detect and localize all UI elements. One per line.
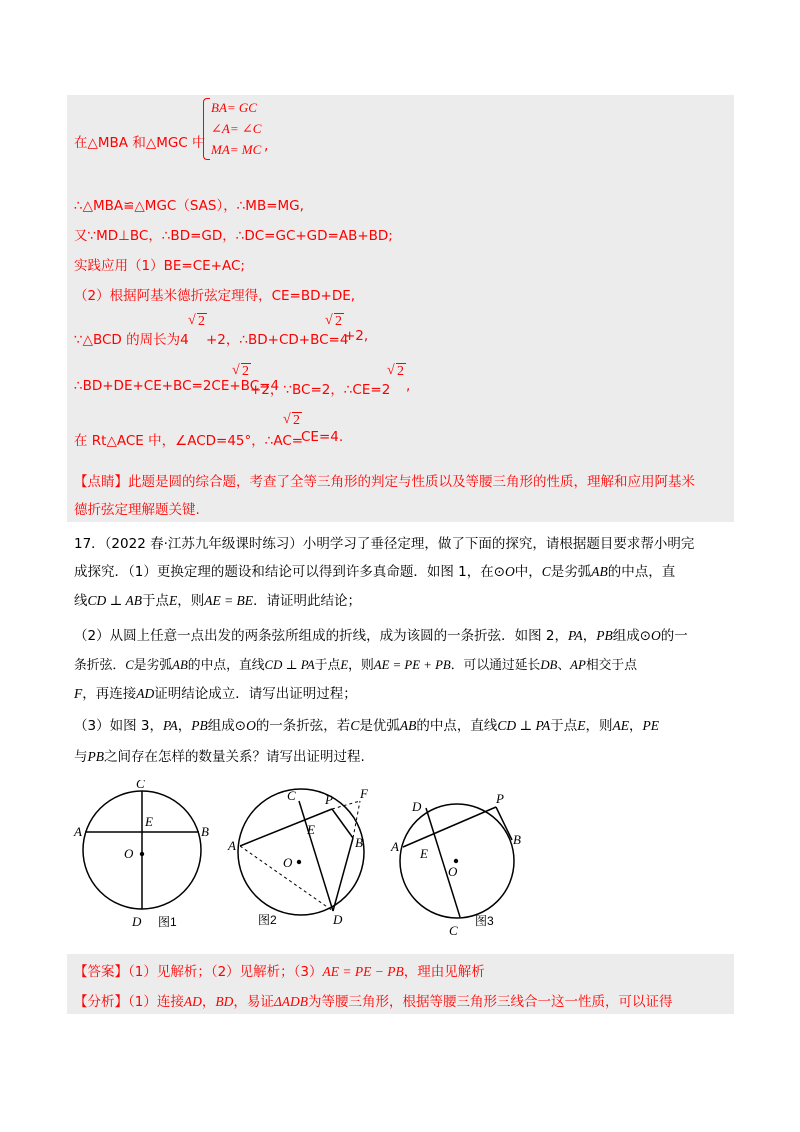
q-l6b: ，再连接 bbox=[82, 686, 137, 702]
analysis-v2: BD bbox=[215, 994, 234, 1009]
q-l7j: AB bbox=[399, 718, 417, 733]
fig3-label-b: B bbox=[513, 832, 521, 847]
q-l2e: 是劣弧 bbox=[550, 564, 592, 580]
sqrt-symbol-2: √ 2 bbox=[325, 313, 342, 329]
fig3-label-e: E bbox=[420, 846, 428, 861]
analysis-tag: 【分析】 bbox=[74, 994, 128, 1010]
q-l4b: PA bbox=[567, 628, 583, 643]
q-l3d: E bbox=[168, 593, 178, 608]
q-l7f: O bbox=[246, 718, 256, 733]
answer-text-b: ，理由见解析 bbox=[403, 964, 485, 980]
q-l5b: C bbox=[125, 658, 134, 672]
solution-line-7b: CE=4. bbox=[301, 429, 344, 445]
fig3-caption: 图3 bbox=[475, 914, 494, 928]
q-l2d: C bbox=[541, 564, 551, 579]
q-l7k: 的中点，直线 bbox=[416, 718, 498, 734]
fig3-chord-pb bbox=[496, 807, 512, 840]
fig1-label-c: C bbox=[136, 780, 145, 791]
answer-formula: AE = PE − PB bbox=[322, 964, 404, 979]
sqrt-symbol-4: √ 2 bbox=[387, 363, 404, 379]
q-l5g: 于点 bbox=[314, 658, 341, 673]
q-l3c: 于点 bbox=[141, 593, 169, 609]
brace-intro: 在△MBA 和△MGC 中 bbox=[74, 135, 206, 151]
dianjing-line-2: 德折弦定理解题关键. bbox=[74, 502, 200, 518]
question-line-2 bbox=[74, 562, 675, 582]
fig3-label-d: D bbox=[412, 799, 422, 814]
q-l3a: 线 bbox=[74, 593, 88, 609]
q-l7d: PB bbox=[191, 718, 208, 733]
q-l4c: ， bbox=[582, 628, 597, 644]
q-l5o: 相交于点 bbox=[585, 658, 637, 673]
fig2-label-a: A bbox=[228, 838, 236, 853]
fig2-chord-pa bbox=[240, 809, 332, 846]
q-l8b: PB bbox=[87, 749, 104, 764]
q-l7i: 是优弧 bbox=[359, 718, 400, 734]
sqrt-radicand-5: 2 bbox=[293, 413, 300, 428]
fig2-line-cd bbox=[299, 801, 333, 911]
fig1-label-b: B bbox=[201, 824, 209, 839]
q-l8a: 与 bbox=[74, 749, 88, 765]
solution-line-2: 又∵MD⊥BC，∴BD=GD，∴DC=GC+GD=AB+BD; bbox=[74, 228, 393, 244]
question-line-8 bbox=[74, 747, 365, 767]
q-l7o: ，则 bbox=[585, 718, 613, 734]
q-l7l: CD ⊥ PA bbox=[497, 718, 551, 733]
fig2-label-o: O bbox=[283, 855, 293, 870]
fig3-label-p: P bbox=[496, 791, 504, 806]
q-l3b: CD ⊥ AB bbox=[87, 593, 142, 608]
question-line-1: 17．（2022 春·江苏九年级课时练习）小明学习了垂径定理，做了下面的探究，请根据题目要求帮小明完 bbox=[74, 536, 695, 552]
dianjing-text-1: 此题是圆的综合题，考查了全等三角形的判定与性质以及等腰三角形的性质，理解和应用阿基米 bbox=[128, 474, 695, 490]
fig2-label-e: E bbox=[307, 822, 315, 837]
q-l3f: AE = BE bbox=[204, 593, 254, 608]
brace-comma: , bbox=[264, 138, 269, 154]
q-l8c: 之间存在怎样的数量关系？请写出证明过程. bbox=[104, 749, 365, 765]
q-l2g: 的中点，直 bbox=[607, 564, 676, 580]
fig2-caption: 图2 bbox=[258, 913, 277, 927]
q-l7c: ， bbox=[177, 718, 192, 734]
solution-shade bbox=[67, 95, 734, 522]
solution-line-5a: ∵△BCD 的周长为4 bbox=[74, 332, 189, 348]
geometry-figures bbox=[0, 780, 800, 980]
q-l5e: 的中点，直线 bbox=[187, 658, 265, 673]
fig2-ext-db bbox=[353, 801, 360, 838]
analysis-text-b: ，易证 bbox=[233, 994, 274, 1010]
answer-text-a: （1）见解析；（2）见解析；（3） bbox=[128, 964, 323, 980]
sqrt-radicand-3: 2 bbox=[242, 364, 249, 379]
fig1-center-dot bbox=[140, 852, 144, 856]
analysis-sep: ， bbox=[201, 994, 216, 1010]
fig3-label-o: O bbox=[448, 864, 458, 879]
solution-line-5b: +2，∴BD+CD+BC=4 bbox=[206, 332, 349, 348]
q-l7q: ， bbox=[629, 718, 643, 734]
answer-line bbox=[74, 960, 485, 980]
q-l2a: 成探究．（1）更换定理的题设和结论可以得到许多真命题．如图 1，在⊙ bbox=[74, 564, 506, 580]
sqrt-symbol-3: √ 2 bbox=[232, 363, 249, 379]
q-l4a: （2）从圆上任意一点出发的两条弦所组成的折线，成为该圆的一条折弦．如图 2， bbox=[74, 628, 568, 644]
question-line-4 bbox=[74, 626, 688, 646]
brace-line-1: BA= GC bbox=[211, 100, 257, 115]
question-line-6 bbox=[74, 684, 357, 704]
sqrt-symbol-5: √ 2 bbox=[283, 412, 300, 428]
q-l2b: O bbox=[505, 564, 515, 579]
fig2-label-b: B bbox=[355, 835, 363, 850]
q-l5n: AP bbox=[570, 658, 586, 672]
dianjing-tag: 【点睛】 bbox=[74, 474, 128, 490]
analysis-v1: AD bbox=[183, 994, 202, 1009]
q-l6a: F bbox=[74, 686, 83, 701]
q-l7p: AE bbox=[612, 718, 630, 733]
q-l5i: ，则 bbox=[348, 658, 374, 673]
sqrt-radicand-2: 2 bbox=[335, 314, 342, 329]
brace-line-3: MA= MC bbox=[211, 142, 262, 157]
fig1-caption: 图1 bbox=[158, 915, 177, 929]
fig1-label-e: E bbox=[145, 814, 153, 829]
q-l5j: AE = PE + PB bbox=[373, 658, 451, 672]
q-l7n: E bbox=[577, 718, 586, 733]
solution-line-6c: , bbox=[406, 378, 411, 394]
fig2-label-f: F bbox=[360, 786, 368, 801]
fig2-center-dot bbox=[297, 860, 301, 864]
question-line-7 bbox=[74, 716, 659, 736]
sqrt-radicand-4: 2 bbox=[397, 364, 404, 379]
sqrt-radicand-1: 2 bbox=[198, 314, 205, 329]
q-l7a: （3）如图 3， bbox=[74, 718, 163, 734]
answer-tag: 【答案】 bbox=[74, 964, 128, 980]
q-l4e: 组成⊙ bbox=[612, 628, 652, 644]
fig1-label-o: O bbox=[124, 846, 134, 861]
fig3-label-c: C bbox=[449, 923, 458, 938]
question-line-5 bbox=[74, 655, 637, 676]
fig1-label-a: A bbox=[74, 824, 82, 839]
brace-system bbox=[211, 97, 261, 160]
q-l7h: C bbox=[350, 718, 360, 733]
solution-line-3: 实践应用（1）BE=CE+AC; bbox=[74, 258, 245, 274]
fig1-label-d: D bbox=[132, 914, 142, 929]
q-l4d: PB bbox=[596, 628, 613, 643]
sqrt-symbol-1: √ 2 bbox=[188, 313, 205, 329]
q-l7g: 的一条折弦，若 bbox=[255, 718, 351, 734]
q-l5d: AB bbox=[172, 658, 188, 672]
fig2-label-d: D bbox=[333, 912, 343, 927]
q-l2f: AB bbox=[591, 564, 608, 579]
solution-line-5c: +2, bbox=[344, 328, 369, 344]
q-l5f: CD ⊥ PA bbox=[264, 658, 315, 672]
q-l4f: O bbox=[651, 628, 661, 643]
analysis-text-c: 为等腰三角形，根据等腰三角形三线合一这一性质，可以证得 bbox=[308, 994, 673, 1010]
question-line-3 bbox=[74, 591, 361, 611]
q-l7r: PE bbox=[642, 718, 660, 733]
analysis-line bbox=[74, 990, 673, 1010]
q-l4g: 的一 bbox=[660, 628, 688, 644]
q-l2c: 中， bbox=[514, 564, 542, 580]
solution-line-6a: ∴BD+DE+CE+BC=2CE+BC=4 bbox=[74, 378, 280, 394]
q-l7m: 于点 bbox=[550, 718, 578, 734]
q-l5h: E bbox=[340, 658, 349, 672]
fig2-label-p: P bbox=[325, 792, 333, 807]
solution-line-4: （2）根据阿基米德折弦定理得，CE=BD+DE, bbox=[74, 288, 356, 304]
fig2-chord-bd bbox=[333, 838, 353, 911]
q-l7e: 组成⊙ bbox=[207, 718, 247, 734]
brace-line-2: ∠A= ∠C bbox=[211, 121, 262, 136]
brace-symbol bbox=[203, 98, 210, 160]
q-l5c: 是劣弧 bbox=[133, 658, 173, 673]
q-l3g: ．请证明此结论； bbox=[253, 593, 362, 609]
q-l5m: 、 bbox=[557, 658, 571, 673]
dianjing-line-1 bbox=[74, 470, 695, 490]
q-l6c: AD bbox=[136, 686, 155, 701]
q-l5l: DB bbox=[540, 658, 558, 672]
solution-line-1: ∴△MBA≌△MGC（SAS），∴MB=MG, bbox=[74, 198, 304, 214]
q-l7b: PA bbox=[162, 718, 178, 733]
q-l5a: 条折弦． bbox=[74, 658, 126, 673]
q-l5k: ．可以通过延长 bbox=[450, 658, 541, 673]
analysis-v3: ΔADB bbox=[273, 994, 309, 1009]
q-l6d: 证明结论成立．请写出证明过程； bbox=[154, 686, 357, 702]
q-l3e: ，则 bbox=[177, 593, 205, 609]
solution-line-7a: 在 Rt△ACE 中，∠ACD=45°，∴AC= bbox=[74, 433, 304, 449]
analysis-text-a: （1）连接 bbox=[128, 994, 184, 1010]
solution-line-6b: +2，∵BC=2，∴CE=2 bbox=[250, 382, 391, 398]
fig2-label-c: C bbox=[287, 788, 296, 803]
fig3-center-dot bbox=[454, 859, 458, 863]
fig3-label-a: A bbox=[391, 839, 399, 854]
